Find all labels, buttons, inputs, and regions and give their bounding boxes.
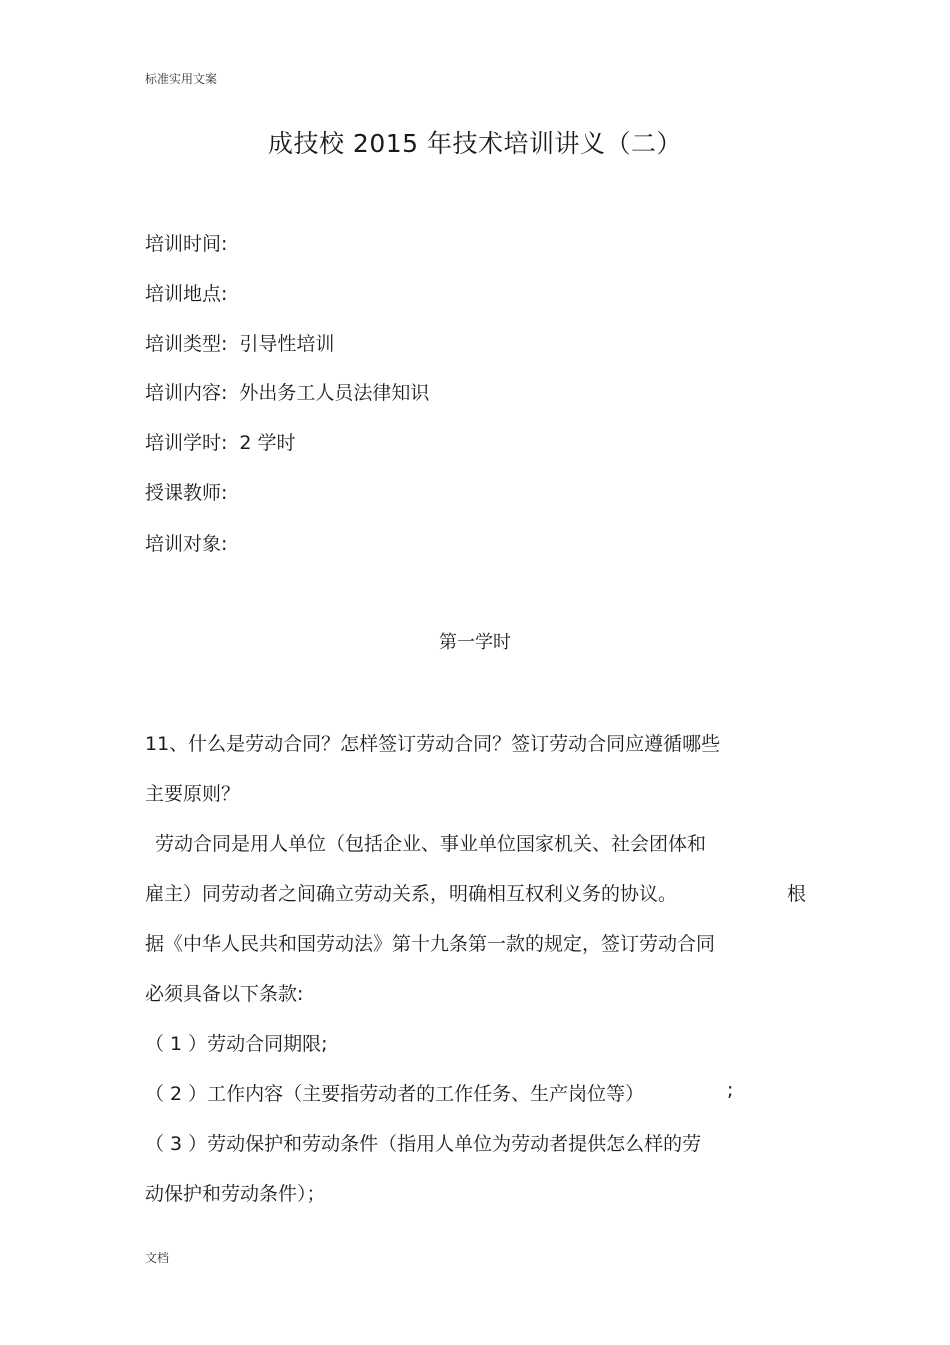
field-label: 培训学时: <box>145 432 228 454</box>
section-heading: 第一学时 <box>439 632 511 653</box>
list-item: （ 1 ）劳动合同期限; <box>145 1033 328 1055</box>
field-audience <box>145 529 239 556</box>
field-label: 培训时间: <box>145 233 228 255</box>
field-instructor <box>145 478 239 505</box>
question-line: 主要原则？ <box>145 783 241 805</box>
field-training-type <box>145 329 334 356</box>
field-label: 培训地点: <box>145 283 228 305</box>
field-training-location <box>145 279 239 306</box>
field-label: 授课教师: <box>145 482 228 504</box>
field-label: 培训对象: <box>145 533 228 555</box>
field-value: 外出务工人员法律知识 <box>239 382 430 404</box>
list-item-tail: ; <box>727 1079 734 1101</box>
field-training-content <box>145 378 429 405</box>
paragraph-line: 劳动合同是用人单位（包括企业、事业单位国家机关、社会团体和 <box>155 833 707 855</box>
field-training-hours <box>145 428 296 455</box>
list-item: （ 2 ）工作内容（主要指劳动者的工作任务、生产岗位等） <box>145 1083 645 1105</box>
page-header: 标准实用文案 <box>145 72 218 86</box>
list-item: （ 3 ）劳动保护和劳动条件（指用人单位为劳动者提供怎么样的劳 <box>145 1133 702 1155</box>
field-value: 引导性培训 <box>239 333 335 355</box>
page-footer: 文档 <box>145 1251 170 1265</box>
field-value: 2 学时 <box>239 432 296 454</box>
paragraph-line-tail: 根 <box>787 883 807 905</box>
field-training-time <box>145 229 239 256</box>
question-line: 11、什么是劳动合同？怎样签订劳动合同？签订劳动合同应遵循哪些 <box>145 733 721 755</box>
field-label: 培训类型: <box>145 333 228 355</box>
field-label: 培训内容: <box>145 382 228 404</box>
paragraph-line: 雇主）同劳动者之间确立劳动关系，明确相互权利义务的协议。 <box>145 883 678 905</box>
list-item-continuation: 动保护和劳动条件）； <box>145 1183 326 1205</box>
paragraph-line: 必须具备以下条款: <box>145 983 304 1005</box>
paragraph-line: 据《中华人民共和国劳动法》第十九条第一款的规定，签订劳动合同 <box>145 933 716 955</box>
document-title: 成技校 2015 年技术培训讲义（二） <box>267 129 683 158</box>
